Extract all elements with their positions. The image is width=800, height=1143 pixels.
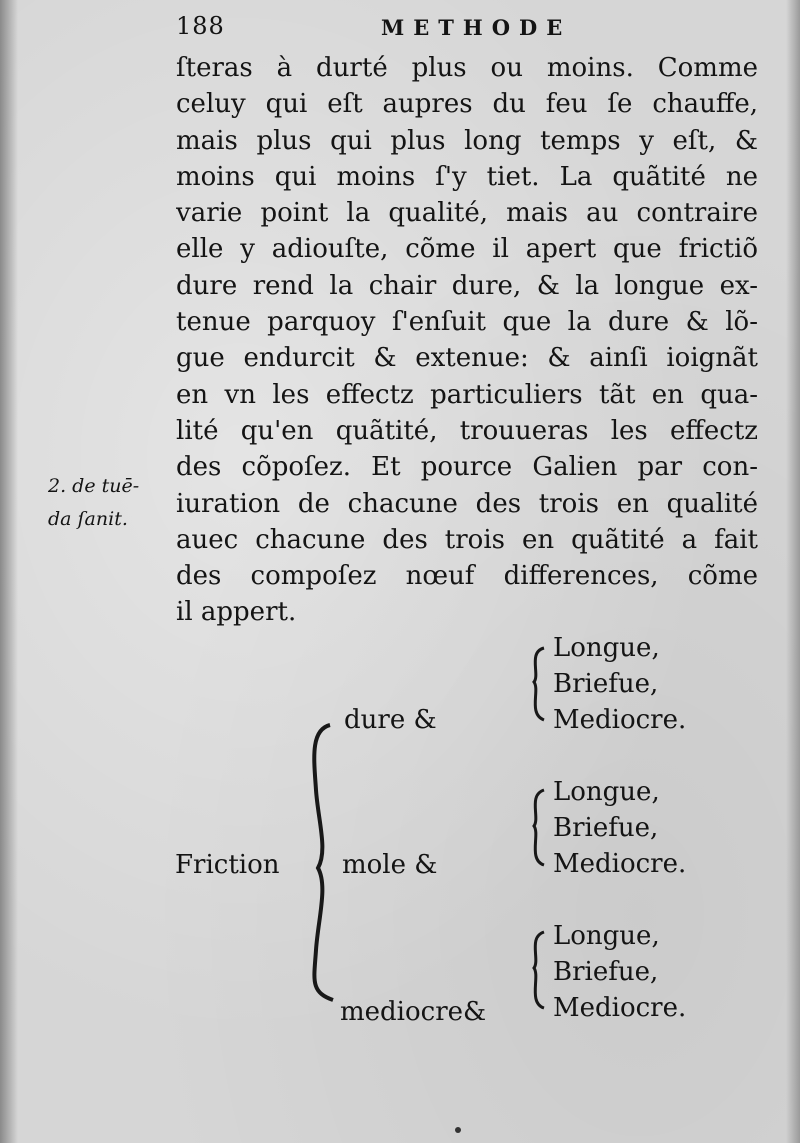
brace-3 xyxy=(534,932,544,1008)
margin-note-line: da ſanit. xyxy=(48,508,128,530)
text-line: des cõpoſez. Et pource Galien par con- xyxy=(176,452,758,483)
option-item: Mediocre. xyxy=(553,993,687,1023)
text-line: il appert. xyxy=(176,597,297,628)
text-line: moins qui moins ſ'y tiet. La quãtité ne xyxy=(176,161,758,192)
option-item: Longue, xyxy=(553,921,660,951)
page-number: 188 xyxy=(176,12,225,40)
text-line: iuration de chacune des trois en qualité xyxy=(176,488,758,519)
text-line: des compoſez nœuf differences, cõme xyxy=(176,561,758,592)
branch-label-mole: mole & xyxy=(342,850,438,880)
text-line: ſteras à durté plus ou moins. Comme xyxy=(176,53,758,83)
option-item: Longue, xyxy=(553,777,660,807)
option-item: Briefue, xyxy=(553,813,659,843)
text-line: en vn les effectz particuliers tãt en qua- xyxy=(176,379,758,410)
diagram-root-label: Friction xyxy=(175,850,280,880)
text-line: varie point la qualité, mais au contraire xyxy=(176,198,758,229)
text-line: auec chacune des trois en quãtité a fait xyxy=(176,524,758,555)
option-item: Longue, xyxy=(553,633,660,663)
main-brace xyxy=(314,725,333,1000)
option-item: Mediocre. xyxy=(553,705,687,735)
text-line: gue endurcit & extenue: & ainſi ioignãt xyxy=(176,343,758,374)
text-line: celuy qui eſt aupres du feu ſe chauffe, xyxy=(176,89,758,120)
ink-speck xyxy=(455,1127,461,1133)
text-line: elle y adiouſte, cõme il apert que frictiõ xyxy=(176,234,758,265)
text-line: tenue parquoy ſ'enſuit que la dure & lõ- xyxy=(176,307,758,338)
text-line: mais plus qui plus long temps y eſt, & xyxy=(176,125,758,156)
brace-1 xyxy=(534,648,544,720)
branch-label-mediocre: mediocre& xyxy=(340,997,487,1027)
text-line: lité qu'en quãtité, trouueras les effectz xyxy=(176,415,758,446)
option-item: Briefue, xyxy=(553,957,659,987)
brace-2 xyxy=(534,790,544,865)
margin-note-line: 2. de tuē- xyxy=(48,475,140,497)
running-title: METHODE xyxy=(381,15,572,40)
option-item: Mediocre. xyxy=(553,849,687,879)
option-item: Briefue, xyxy=(553,669,659,699)
text-line: dure rend la chair dure, & la longue ex- xyxy=(176,270,758,301)
branch-label-dure: dure & xyxy=(344,705,437,735)
